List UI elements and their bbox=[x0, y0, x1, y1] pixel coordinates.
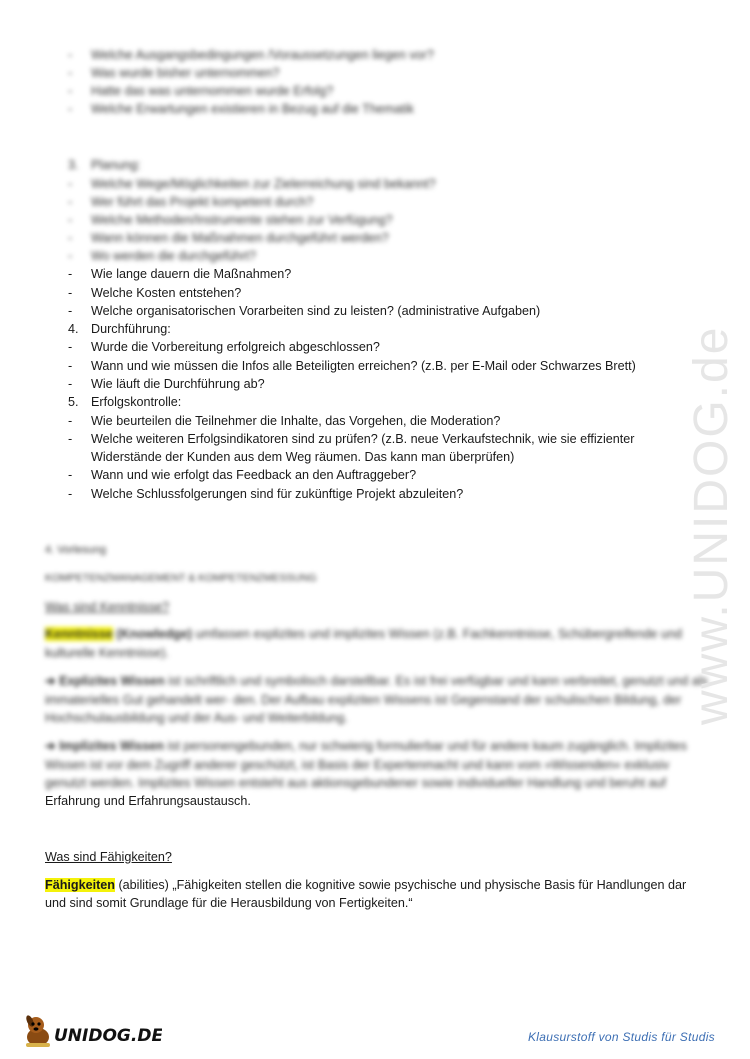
arrow-icon: ➔ bbox=[45, 739, 56, 753]
highlight-term: Kenntnisse bbox=[45, 627, 113, 641]
paragraph-knowledge: Kenntnisse (Knowledge) umfassen explizites und implizites Wissen (z.B. Fachkenntnisse, Schübergreifende und kulturelle Kenntnisse). bbox=[45, 627, 682, 660]
logo-text: UNIDOG.DE bbox=[54, 1026, 162, 1046]
unidog-logo bbox=[22, 1013, 162, 1049]
logo-svg bbox=[22, 1013, 162, 1049]
paragraph-explicit: ➔ Explizites Wissen ist schriftlich und symbolisch darstellbar. Es ist frei verfügbar und kann verbreitet, genutzt und als immaterielles Gut gehandelt wer- den. Der Aufbau expliziten Wissens ist Gegenstand der schulischen Bildung, der Hochschulausbildung und der Aus- und Weiterbildung. bbox=[45, 674, 708, 725]
paragraph-implicit: ➔ Implizites Wissen ist personengebunden, nur schwierig formulierbar und für andere kaum zugänglich. Implizites Wissen ist vor dem Zugriff anderer geschützt, ist Basis der Expertenmacht und kann vom »Wissenden« exklusiv genutzt werden. Implizites Wissen entsteht aus aktionsgebundener sowie individueller Handlung und beruht auf bbox=[45, 739, 687, 790]
footer-tagline: Klausurstoff von Studis für Studis bbox=[528, 1030, 715, 1044]
question-abilities: Was sind Fähigkeiten? bbox=[45, 850, 172, 864]
watermark-text: www.UNIDOG.de bbox=[685, 325, 738, 725]
watermark-svg bbox=[665, 270, 745, 740]
question-knowledge: Was sind Kenntnisse? bbox=[45, 600, 170, 614]
arrow-icon: ➔ bbox=[45, 674, 56, 688]
lecture-subtitle: KOMPETENZMANAGEMENT & KOMPETENZMESSUNG bbox=[45, 572, 317, 584]
dog-mascot-icon bbox=[25, 1014, 50, 1047]
watermark bbox=[665, 270, 745, 740]
paragraph-abilities-line1: Fähigkeiten (abilities) „Fähigkeiten stellen die kognitive sowie psychische und physische Basis für Handlungen dar bbox=[45, 878, 687, 892]
lecture-title: 4. Vorlesung bbox=[45, 544, 107, 556]
paragraph-implicit-tail: Erfahrung und Erfahrungsaustausch. bbox=[45, 794, 251, 808]
paragraph-abilities-line2: und sind somit Grundlage für die Herausbildung von Fertigkeiten.“ bbox=[45, 896, 413, 910]
highlight-term: Fähigkeiten bbox=[45, 878, 115, 892]
